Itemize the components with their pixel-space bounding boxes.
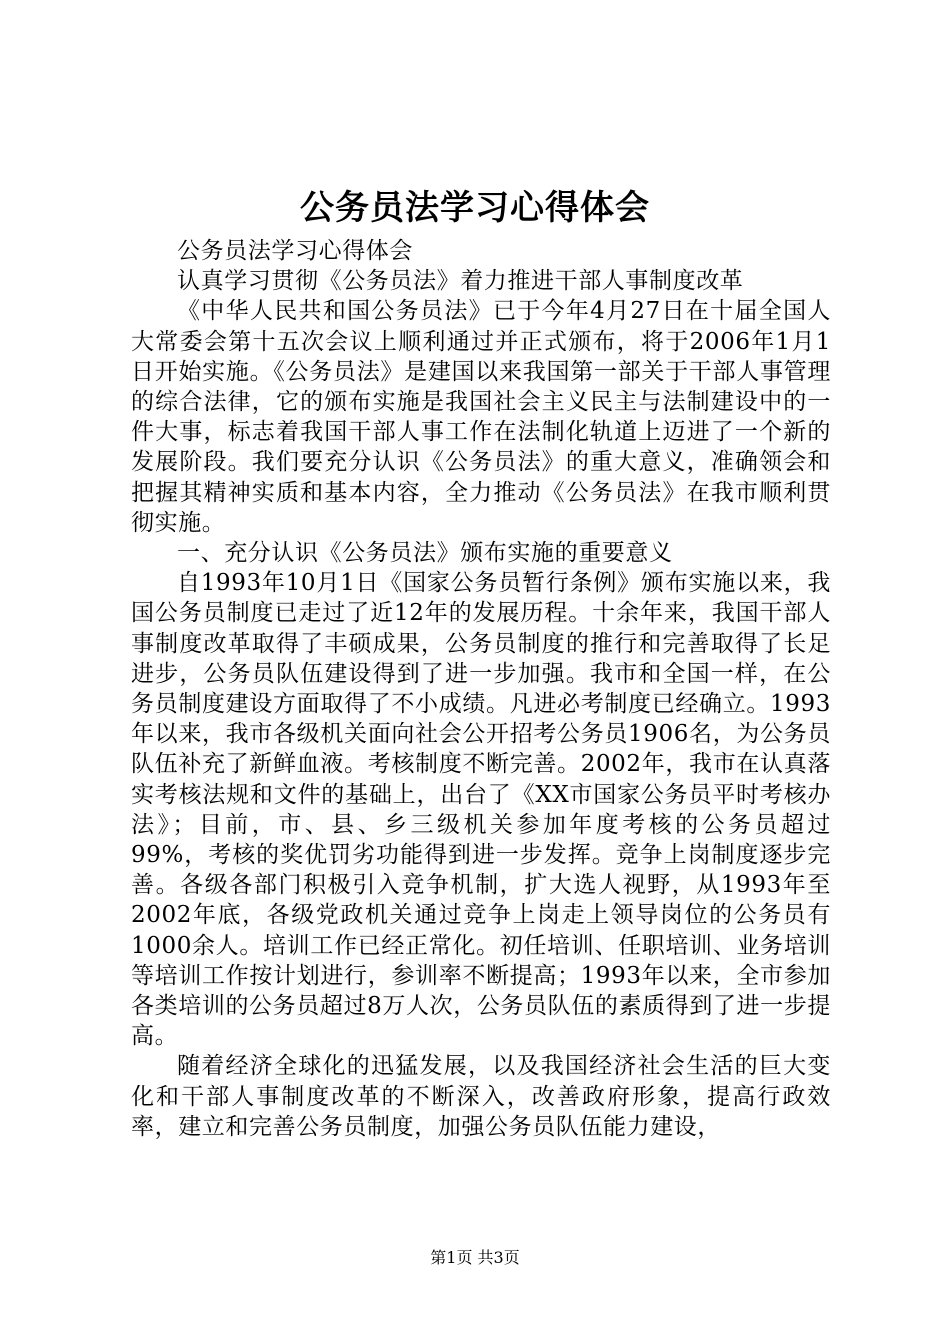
- paragraph-heading: 认真学习贯彻《公务员法》着力推进干部人事制度改革: [177, 268, 744, 295]
- paragraph-intro: 《中华人民共和国公务员法》已于今年4月27日在十届全国人大常委会第十五次会议上顺利通过并正式颁布，将于2006年1月1日开始实施。《公务员法》是建国以来我国第一部关于干部人事管理的综合法律，它的颁布实施是我国社会主义民主与法制建设中的一件大事，标志着我国干部人事工作在法制化轨道上迈进了一个新的发展阶段。我们要充分认识《公务员法》的重大意义，准确领会和把握其精神实质和基本内容，全力推动《公务员法》在我市顺利贯彻实施。: [131, 298, 831, 536]
- paragraph-development: 随着经济全球化的迅猛发展，以及我国经济社会生活的巨大变化和干部人事制度改革的不断深入，改善政府形象，提高行政效率，建立和完善公务员制度，加强公务员队伍能力建设，: [131, 1053, 831, 1140]
- document-body: [131, 236, 831, 1142]
- document-title: 公务员法学习心得体会: [300, 188, 650, 228]
- section-heading-1: 一、充分认识《公务员法》颁布实施的重要意义: [177, 540, 673, 567]
- paragraph-history: 自1993年10月1日《国家公务员暂行条例》颁布实施以来，我国公务员制度已走过了近12年的发展历程。十余年来，我国干部人事制度改革取得了丰硕成果，公务员制度的推行和完善取得了长足进步，公务员队伍建设得到了进一步加强。我市和全国一样，在公务员制度建设方面取得了不小成绩。凡进必考制度已经确立。1993年以来，我市各级机关面向社会公开招考公务员1906名，为公务员队伍补充了新鲜血液。考核制度不断完善。2002年，我市在认真落实考核法规和文件的基础上，出台了《XX市国家公务员平时考核办法》；目前，市、县、乡三级机关参加年度考核的公务员超过99%，考核的奖优罚劣功能得到进一步发挥。竞争上岗制度逐步完善。各级各部门积极引入竞争机制，扩大选人视野，从1993年至2002年底，各级党政机关通过竞争上岗走上领导岗位的公务员有1000余人。培训工作已经正常化。初任培训、任职培训、业务培训等培训工作按计划进行，参训率不断提高；1993年以来，全市参加各类培训的公务员超过8万人次，公务员队伍的素质得到了进一步提高。: [131, 570, 831, 1050]
- paragraph-subtitle: 公务员法学习心得体会: [177, 238, 413, 264]
- page-number-footer: 第1页 共3页: [430, 1248, 520, 1267]
